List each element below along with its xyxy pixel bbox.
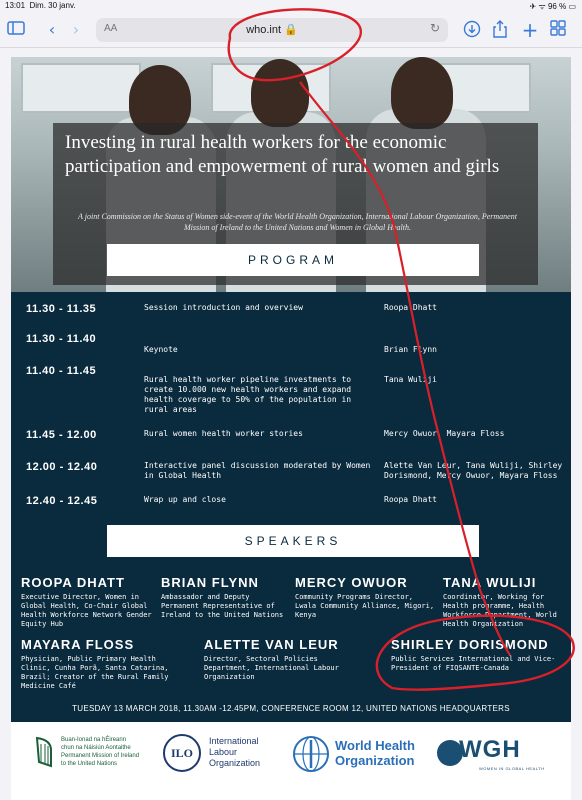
event-date-location: TUESDAY 13 MARCH 2018, 11.30AM -12.45PM, CONFERENCE ROOM 12, UNITED NATIONS HEADQUARTERS [72,704,510,713]
wgh-subtext: WOMEN IN GLOBAL HEALTH [479,766,545,771]
status-bar [0,0,582,12]
reload-icon[interactable]: ↻ [429,21,440,35]
back-icon[interactable]: ‹ [48,20,56,39]
event-poster: Investing in rural health workers for the economic participation and empowerment of rural women and girls A joint Commission on the Status of Women side-event of the World Health Organization, International Labour Organization, Permanent Mission of Ireland to the United Nations and Women in Global Health. PROGRAM 11.30 - 11.35 Session introduction and overview Roopa Dhatt 11.30 - 11.40 Keynote Brian Flynn 11.40 - 11.45 Rural health worker pipeline investments to create 10.000 new health workers and expand health coverage to 50% of the population in rural areas Tana Wuliji 11.45 - 12.00 Rural women health worker stories Mercy Owuor, Mayara Floss 12.00 - 12.40 Interactive panel discussion moderated by Women in Global Health Alette Van Leur, Tana Wuliji, Shirley Dorismond, Mercy Owuor, Mayara Floss 12.40 - 12.45 Wrap up and close Roopa Dhatt SPEAKERS ROOPA DHATT Executive Director, Women in Global Health, Co-Chair Global Health Workforce Network Gender Equity Hub BRIAN FLYNN Ambassador and Deputy Permanent Representative of Ireland to the United Nations MERCY OWUOR Community Programs Director, Lwala Community Alliance, Migori, Kenya TANA WULIJI Coordinator, Working for Health programme, Health Workforce Department, World Health Organization MAYARA FLOSS Physician, Public Primary Health Clinic, Cunha Porã, Santa Catarina, Brazil; Creator of the Rural Family Medicine Café ALETTE VAN LEUR Director, Sectoral Policies Department, International Labour Organization SHIRLEY DORISMOND Public Services International and Vice-President of FIQSANTE-Canada TUESDAY 13 MARCH 2018, 11.30AM -12.45PM, CONFERENCE ROOM 12, UNITED NATIONS HEADQUARTERS Buan-Ionad na hÉireann chun na Náisiún Aontaithe Permanent Mission of Ireland to the United Nations ILO International Labour Organization World Health Organization WGH WOMEN IN GLOBAL HEALTH [11,57,571,800]
speaker-card: ROOPA DHATT Executive Director, Women in Global Health, Co-Chair Global Health Workforce Network Gender Equity Hub [21,575,152,628]
status-indicators: ✈ ᯤ 96 % ▭ [529,2,576,11]
sidebar-icon[interactable] [6,20,26,40]
who-emblem-logo [291,734,331,779]
speaker-card: SHIRLEY DORISMOND Public Services International and Vice-President of FIQSANTE-Canada [391,637,556,672]
tabs-icon[interactable] [548,20,568,40]
poster-title: Investing in rural health workers for the economic participation and empowerment of rural women and girls [65,132,500,177]
download-icon[interactable] [462,20,482,40]
speaker-card: BRIAN FLYNN Ambassador and Deputy Permanent Representative of Ireland to the United Nations [161,575,284,619]
forward-icon[interactable]: › [72,20,80,39]
speaker-card: MAYARA FLOSS Physician, Public Primary Health Clinic, Cunha Porã, Santa Catarina, Brazil; Creator of the Rural Family Medicine Café [21,637,169,690]
ilo-logo: ILO [163,734,201,772]
url-text[interactable]: who.int 🔒 [246,24,298,36]
speaker-card: TANA WULIJI Coordinator, Working for Health programme, Health Workforce Department, World Health Organization [443,575,557,628]
ilo-text: International Labour Organization [209,736,261,768]
ireland-harp-logo [33,736,55,773]
new-tab-icon[interactable]: + [521,18,539,42]
share-icon[interactable] [490,20,510,40]
speaker-card: ALETTE VAN LEUR Director, Sectoral Policies Department, International Labour Organization [204,637,339,681]
reader-aa-button[interactable]: AA [104,23,118,34]
ireland-mission-text: Buan-Ionad na hÉireann chun na Náisiún Aontaithe Permanent Mission of Ireland to the United Nations [61,737,140,767]
poster-subtitle: A joint Commission on the Status of Women side-event of the World Health Organization, International Labour Organization, Permanent Mission of Ireland to the United Nations and Women in Global Health. [78,212,517,232]
program-heading: PROGRAM [107,244,479,276]
status-time: 13:01 Dim. 30 janv. [5,1,76,10]
browser-toolbar [0,12,582,48]
speaker-card: MERCY OWUOR Community Programs Director, Lwala Community Alliance, Migori, Kenya [295,575,435,619]
who-text: World Health Organization [335,738,415,768]
partner-logos [11,722,571,800]
address-bar[interactable] [96,18,448,42]
speakers-heading: SPEAKERS [107,525,479,557]
wgh-logo-text: WGH [459,736,521,763]
